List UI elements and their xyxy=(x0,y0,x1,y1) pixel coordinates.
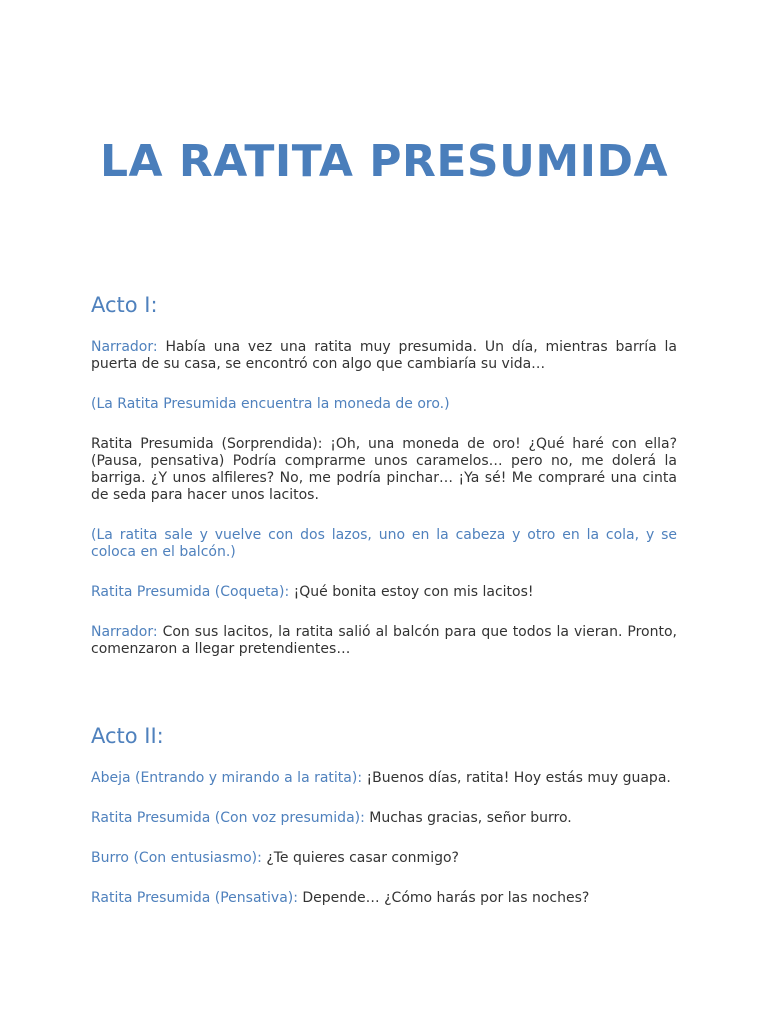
dialogue-line xyxy=(91,436,677,504)
speaker-label: Narrador: xyxy=(91,339,158,355)
stage-direction: (La ratita sale y vuelve con dos lazos, uno en la cabeza y otro en la cola, y se coloca en el balcón.) xyxy=(91,527,677,560)
dialogue-text: ¡Buenos días, ratita! Hoy estás muy guapa. xyxy=(366,770,671,786)
dialogue-text: Depende… ¿Cómo harás por las noches? xyxy=(302,890,590,906)
script-body xyxy=(91,290,677,907)
dialogue-text: Ratita Presumida (Sorprendida): ¡Oh, una moneda de oro! ¿Qué haré con ella? (Pausa, pensativa) Podría comprarme unos caramelos… pero no, me dolerá la barriga. ¿Y unos alfileres? No, me podría pinchar… ¡Ya sé! Me compraré una cinta de seda para hacer unos lacitos. xyxy=(91,436,677,503)
act-heading: Acto II: xyxy=(91,724,164,748)
dialogue-text: ¡Qué bonita estoy con mis lacitos! xyxy=(293,584,534,600)
dialogue-line xyxy=(91,890,677,907)
stage-direction: (La Ratita Presumida encuentra la moneda de oro.) xyxy=(91,396,450,412)
speaker-label: Narrador: xyxy=(91,624,158,640)
speaker-label: Abeja (Entrando y mirando a la ratita): xyxy=(91,770,363,786)
dialogue-text: Con sus lacitos, la ratita salió al balcón para que todos la vieran. Pronto, comenzaron a llegar pretendientes… xyxy=(91,624,677,657)
dialogue-line xyxy=(91,850,677,867)
speaker-label: Ratita Presumida (Coqueta): xyxy=(91,584,290,600)
dialogue-line xyxy=(91,810,677,827)
dialogue-line xyxy=(91,770,677,787)
speaker-label: Ratita Presumida (Con voz presumida): xyxy=(91,810,365,826)
dialogue-line xyxy=(91,584,677,601)
speaker-label: Burro (Con entusiasmo): xyxy=(91,850,262,866)
dialogue-line xyxy=(91,624,677,658)
dialogue-text: Muchas gracias, señor burro. xyxy=(369,810,572,826)
dialogue-text: ¿Te quieres casar conmigo? xyxy=(266,850,459,866)
document-title: LA RATITA PRESUMIDA xyxy=(99,136,669,187)
act-heading: Acto I: xyxy=(91,293,158,317)
dialogue-text: Había una vez una ratita muy presumida. Un día, mientras barría la puerta de su casa, se encontró con algo que cambiaría su vida… xyxy=(91,339,677,372)
dialogue-line xyxy=(91,339,677,373)
speaker-label: Ratita Presumida (Pensativa): xyxy=(91,890,298,906)
